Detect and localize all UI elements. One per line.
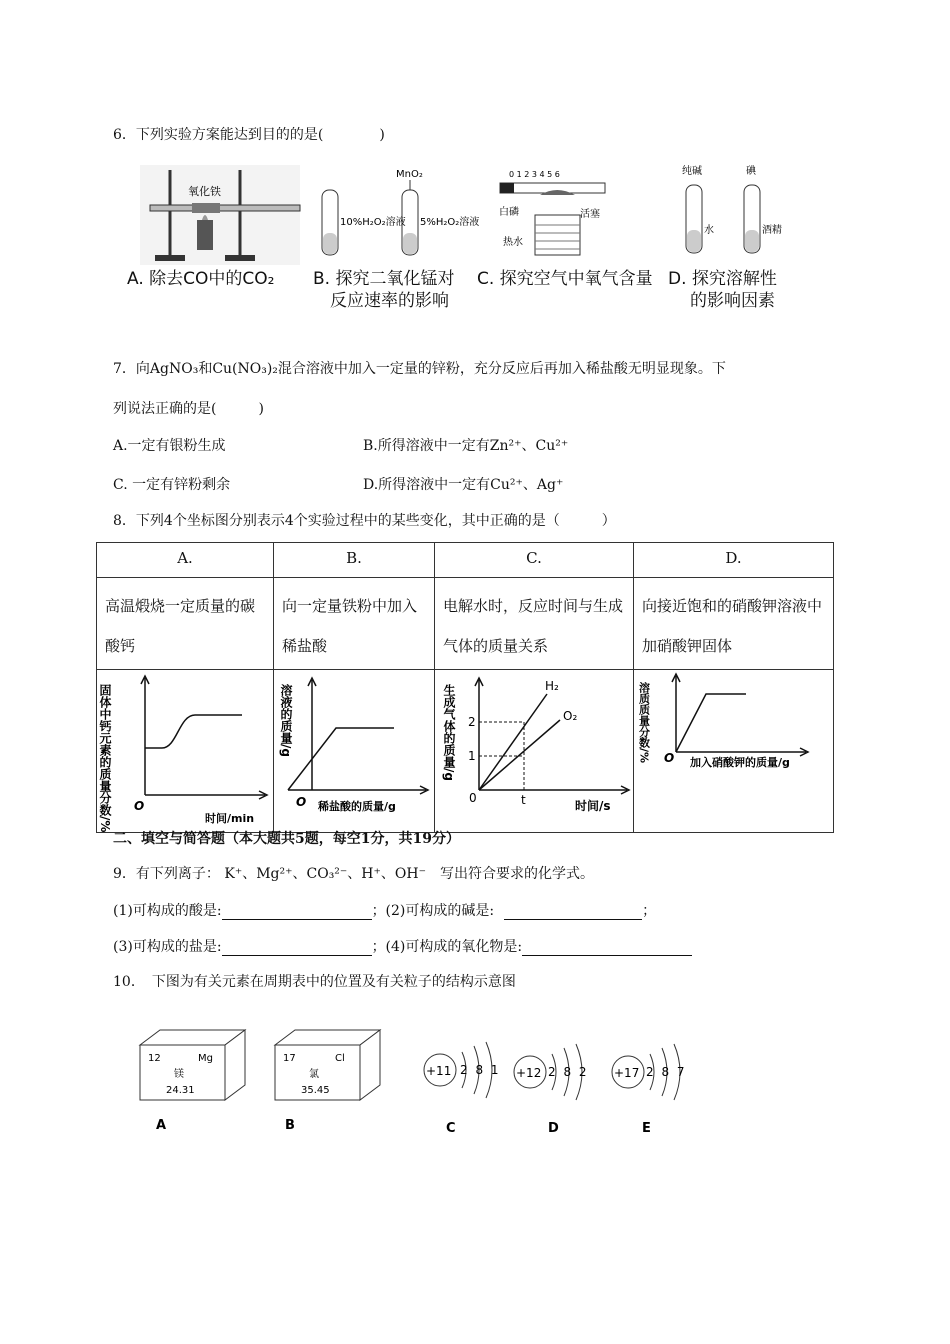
q8-graph-a-ylabel: 固体中钙元素的质量分数/% — [98, 684, 112, 833]
q8-graph-c-h2-line — [479, 694, 547, 790]
q8-header-d: D. — [634, 543, 834, 578]
q10-e-atom-diagram — [610, 1040, 710, 1135]
q10-b-number: 17 — [283, 1053, 296, 1064]
q8-graph-c-cell — [435, 670, 634, 833]
q9-row1 — [113, 900, 656, 920]
q10-c-nucleus: +11 — [426, 1064, 452, 1078]
q6-c-scale: 0 1 2 3 4 5 6 — [509, 170, 560, 179]
q9-answer-acid-blank[interactable] — [222, 905, 372, 920]
q8-graph-b-xlabel: 稀盐酸的质量/g — [318, 800, 396, 813]
q6-b-reagent: MnO₂ — [396, 169, 423, 180]
q8-graph-c-ylabel: 生成气体的质量/g — [442, 684, 456, 781]
q8-desc-a: 高温煅烧一定质量的碳酸钙 — [97, 578, 274, 670]
q6-b-tube2-label: 5%H₂O₂溶液 — [420, 217, 480, 228]
q8-graph-c-o2-line — [479, 720, 560, 790]
q8-header-a: A. — [97, 543, 274, 578]
q6-c-apparatus-image — [495, 165, 615, 260]
q8-graph-d-cell — [634, 670, 834, 833]
q6-b-caption1: B. 探究二氧化锰对 — [313, 269, 455, 289]
q6-c-label1: 白磷 — [499, 207, 519, 218]
q8-graph-d-origin: O — [664, 751, 675, 765]
q8-graph-c-xlabel: 时间/s — [575, 799, 611, 813]
q8-desc-b: 向一定量铁粉中加入稀盐酸 — [274, 578, 435, 670]
q8-graph-b-ylabel: 溶液的质量/g — [279, 684, 293, 757]
q10-b-element-box — [265, 1025, 395, 1135]
q6-c-label3: 热水 — [503, 237, 523, 248]
q8-graph-c-series-h2: H₂ — [545, 679, 559, 693]
q10-e-nucleus: +17 — [614, 1066, 640, 1080]
q9-prompt-salt: (3)可构成的盐是: — [113, 939, 222, 955]
q10-d-atom-diagram — [512, 1040, 612, 1135]
q10-b-mass: 35.45 — [301, 1085, 330, 1096]
q8-graph-a — [97, 670, 273, 832]
q8-graph-a-curve — [145, 715, 242, 748]
q8-graph-c-series-o2: O₂ — [563, 709, 578, 723]
q8-graph-d-xlabel: 加入硝酸钾的质量/g — [690, 756, 790, 769]
q6-d-top1: 纯碱 — [682, 166, 702, 177]
q10-c-label: C — [446, 1121, 456, 1136]
q6-d-caption2: 的影响因素 — [690, 291, 775, 311]
q10-b-name: 氯 — [309, 1069, 319, 1080]
q10-c-atom-diagram — [418, 1040, 518, 1135]
q6-b-caption2: 反应速率的影响 — [330, 291, 449, 311]
q8-table — [96, 542, 834, 833]
q8-graph-a-origin: O — [134, 799, 145, 813]
q6-b-tubes-image — [310, 165, 480, 260]
q9-answer-oxide-blank[interactable] — [522, 941, 692, 956]
q10-a-label: A — [156, 1118, 167, 1133]
q10-c-shells: 2 8 1 — [460, 1063, 501, 1077]
q6-d-caption1: D. 探究溶解性 — [668, 269, 777, 289]
q8-graph-a-cell — [97, 670, 274, 833]
q10-b-label: B — [285, 1118, 295, 1133]
q6-c-caption: C. 探究空气中氧气含量 — [477, 269, 653, 289]
q10-a-mass: 24.31 — [166, 1085, 195, 1096]
q7-option-a: A.一定有银粉生成 — [113, 438, 226, 454]
q7-option-c: C. 一定有锌粉剩余 — [113, 477, 231, 493]
q9-row2 — [113, 936, 692, 956]
q8-graph-c-xtick-t: t — [521, 793, 526, 807]
q8-graph-c-ytick-2: 2 — [468, 715, 476, 729]
q9-stem: 9．有下列离子： K⁺、Mg²⁺、CO₃²⁻、H⁺、OH⁻ 写出符合要求的化学式。 — [113, 866, 594, 882]
q7-stem-line1: 7．向AgNO₃和Cu(NO₃)₂混合溶液中加入一定量的锌粉，充分反应后再加入稀盐酸无明显现象。下 — [113, 361, 726, 377]
q10-d-nucleus: +12 — [516, 1066, 542, 1080]
q9-semicolon: ； — [642, 903, 657, 919]
q6-a-caption: A. 除去CO中的CO₂ — [127, 269, 275, 289]
q8-graph-b-origin: O — [296, 795, 307, 809]
q10-a-name: 镁 — [174, 1069, 184, 1080]
q6-a-apparatus-image — [140, 165, 300, 265]
q7-stem-line2: 列说法正确的是( ) — [113, 401, 264, 417]
q8-graph-d-curve — [676, 694, 746, 752]
q9-prompt-acid: (1)可构成的酸是: — [113, 903, 222, 919]
q6-d-label2: 酒精 — [762, 225, 782, 236]
q9-answer-salt-blank[interactable] — [222, 941, 372, 956]
q8-graph-b — [274, 670, 434, 832]
q8-graph-c — [435, 670, 633, 832]
q8-graph-d-ylabel: 溶质质量分数/% — [637, 682, 651, 764]
q10-a-symbol: Mg — [198, 1053, 213, 1064]
q8-desc-c: 电解水时，反应时间与生成气体的质量关系 — [435, 578, 634, 670]
q10-stem: 10． 下图为有关元素在周期表中的位置及有关粒子的结构示意图 — [113, 974, 516, 990]
q6-d-label1: 水 — [704, 225, 714, 236]
q10-d-label: D — [548, 1121, 559, 1136]
q8-header-c: C. — [435, 543, 634, 578]
q8-graph-c-origin: 0 — [469, 791, 477, 805]
section-2-title: 二、填空与简答题（本大题共5题，每空1分，共19分） — [113, 831, 460, 847]
q8-stem: 8．下列4个坐标图分别表示4个实验过程中的某些变化，其中正确的是（ ） — [113, 513, 616, 529]
q8-header-b: B. — [274, 543, 435, 578]
q8-graph-b-cell — [274, 670, 435, 833]
q9-prompt-base: ；(2)可构成的碱是: — [371, 903, 495, 919]
q6-d-top2: 碘 — [746, 166, 756, 177]
q6-b-tube1-label: 10%H₂O₂溶液 — [340, 217, 406, 228]
q10-e-shells: 2 8 7 — [646, 1065, 687, 1079]
q10-a-number: 12 — [148, 1053, 161, 1064]
q6-a-label: 氧化铁 — [188, 185, 221, 198]
q6-d-tubes-image — [676, 160, 796, 258]
q6-stem: 6．下列实验方案能达到目的的是( ) — [113, 127, 385, 143]
q9-prompt-oxide: ；(4)可构成的氧化物是: — [371, 939, 523, 955]
q10-a-element-box — [130, 1025, 260, 1135]
q7-option-d: D.所得溶液中一定有Cu²⁺、Ag⁺ — [363, 477, 564, 493]
q10-d-shells: 2 8 2 — [548, 1065, 589, 1079]
q8-graph-c-ytick-1: 1 — [468, 749, 476, 763]
q8-desc-d: 向接近饱和的硝酸钾溶液中加硝酸钾固体 — [634, 578, 834, 670]
q10-e-label: E — [642, 1121, 651, 1136]
q7-option-b: B.所得溶液中一定有Zn²⁺、Cu²⁺ — [363, 438, 569, 454]
q9-answer-base-blank[interactable] — [504, 905, 642, 920]
q10-b-symbol: Cl — [335, 1053, 345, 1064]
q8-graph-a-xlabel: 时间/min — [205, 812, 255, 825]
q6-c-label2: 活塞 — [580, 209, 600, 220]
q8-graph-b-curve — [288, 728, 394, 790]
q8-graph-d — [634, 670, 836, 832]
